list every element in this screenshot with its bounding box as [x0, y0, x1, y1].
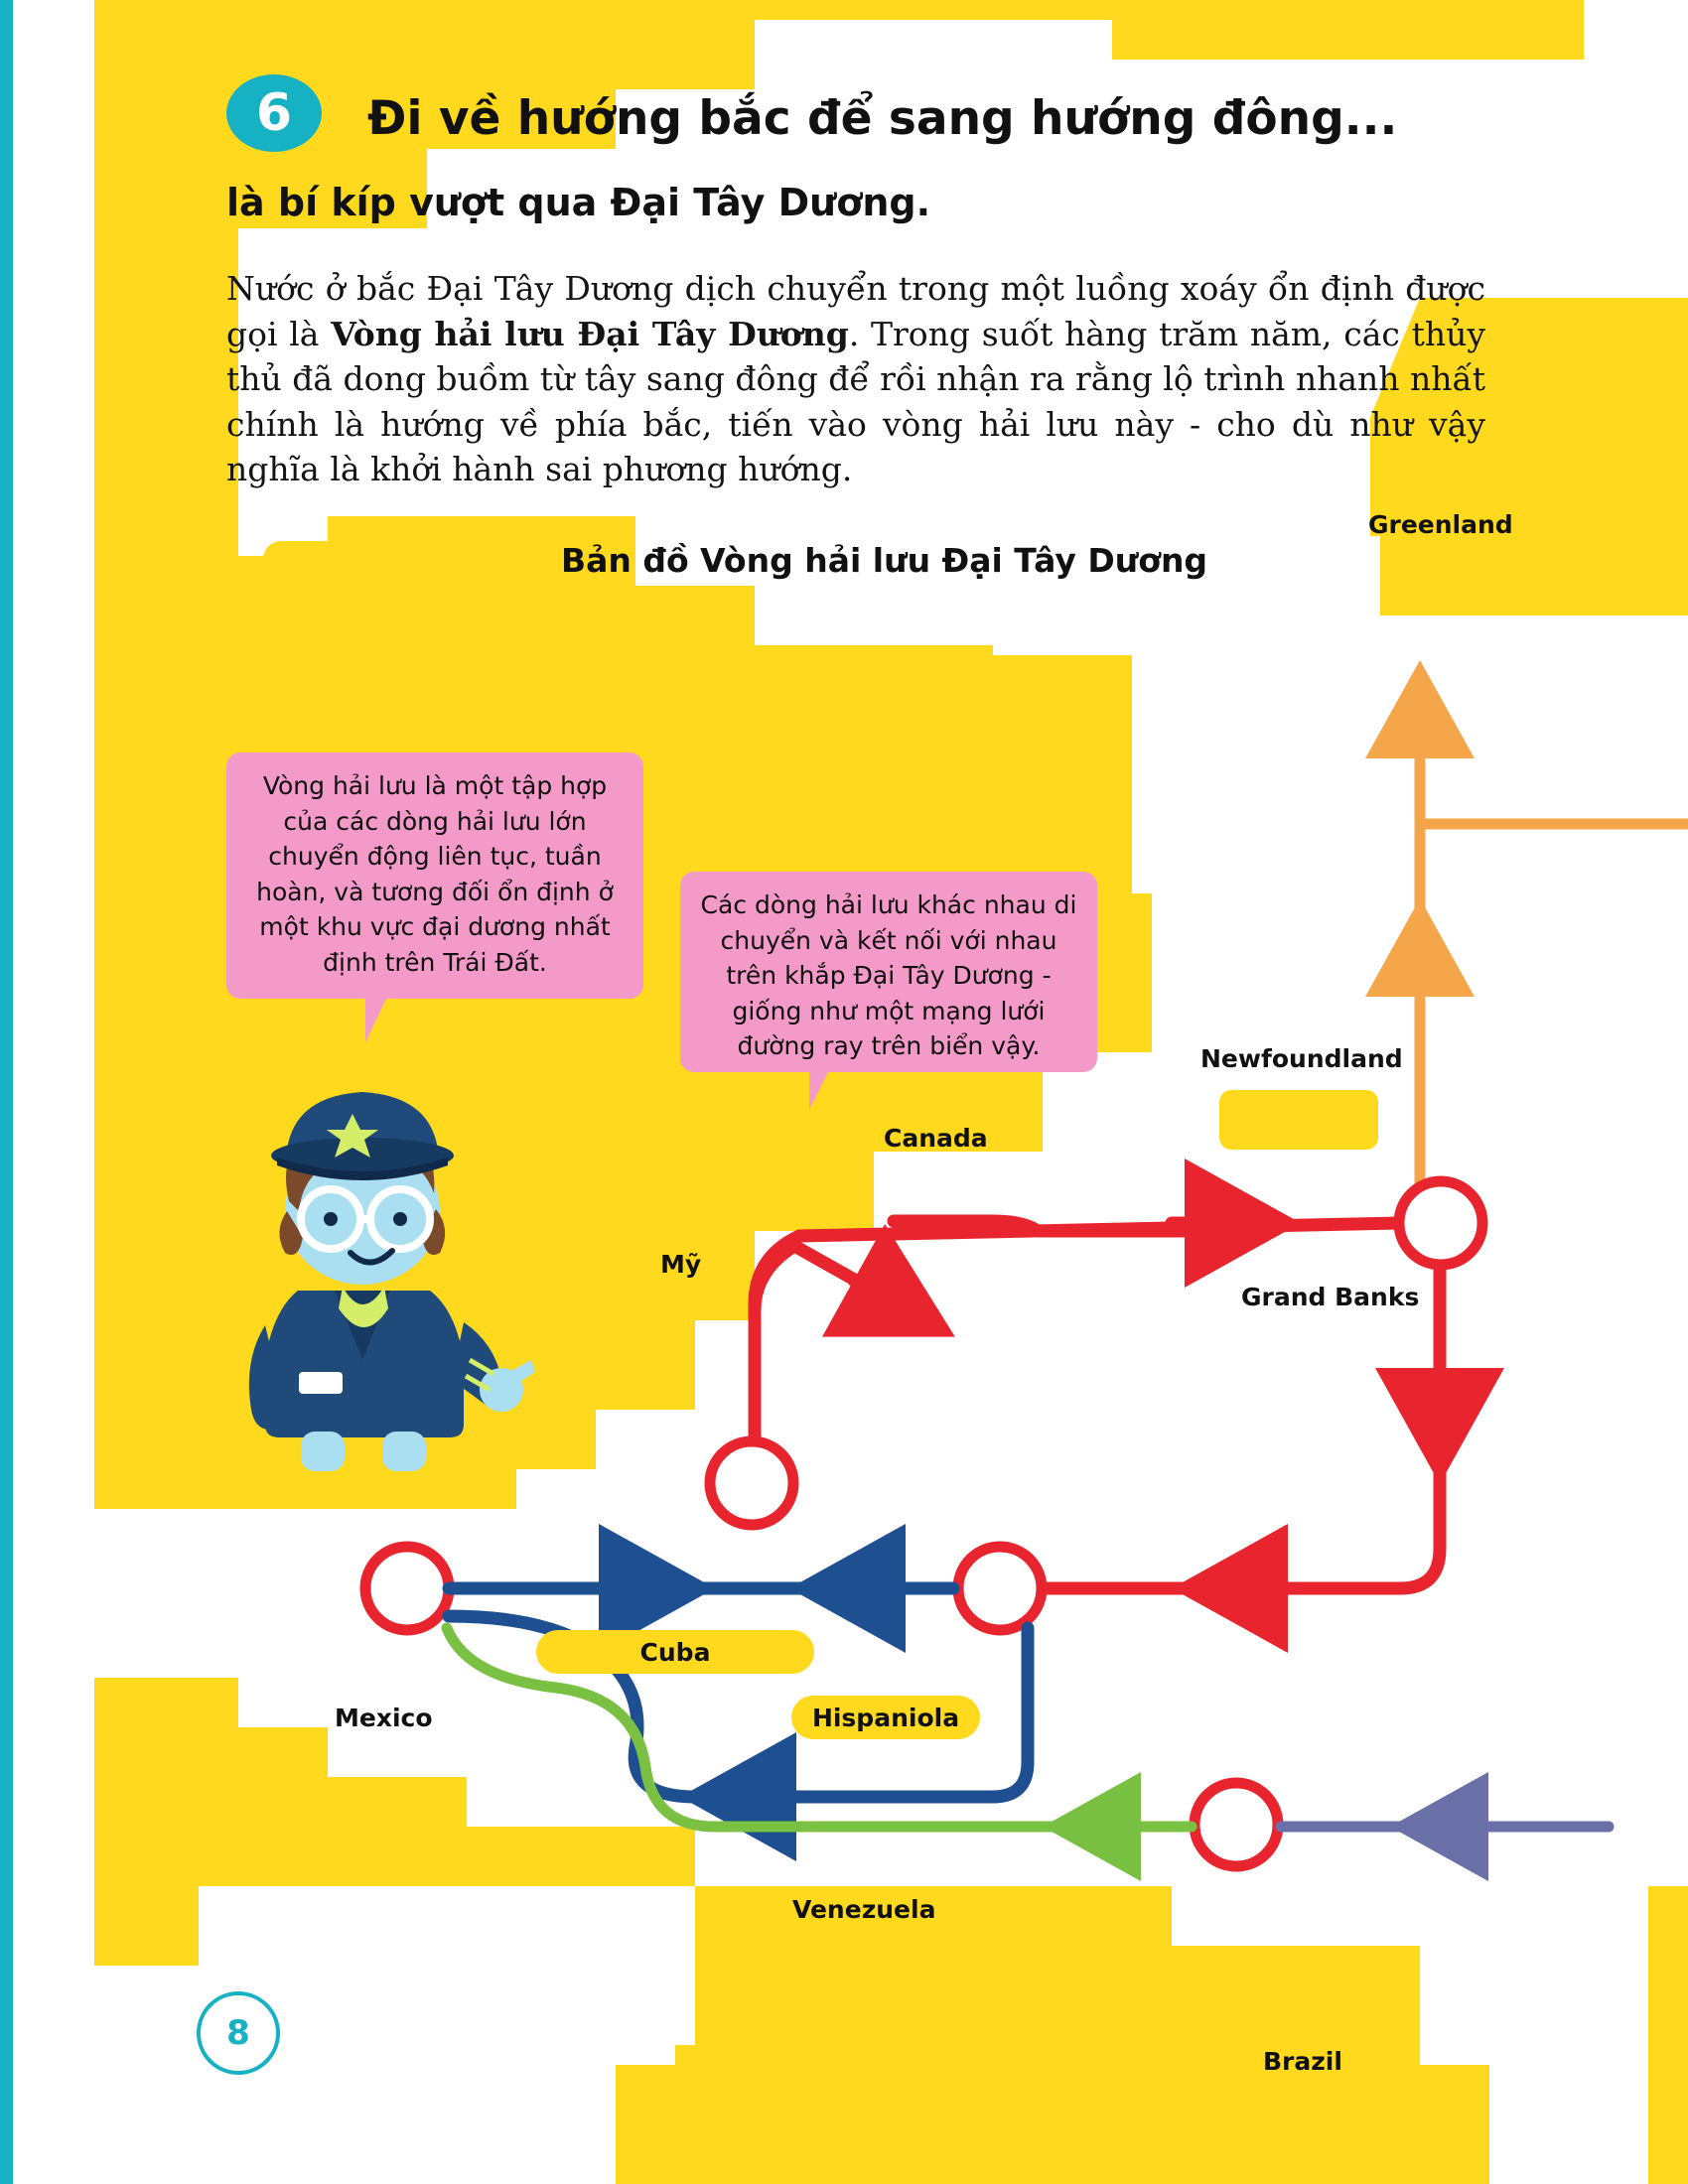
speech-bubble-1-tail — [365, 997, 409, 1042]
speech-bubble-2 — [680, 872, 1097, 1072]
speech-bubble-1-text: Vòng hải lưu là một tập hợp của các dòng hải lưu lớn chuyển động liên tục, tuần hoàn, và tương đối ổn định ở một khu vực đại dương nhất định trên Trái Đất. — [256, 771, 614, 977]
page-subtitle: là bí kíp vượt qua Đại Tây Dương. — [226, 181, 931, 224]
body-paragraph: Nước ở bắc Đại Tây Dương dịch chuyển trong một luồng xoáy ổn định được gọi là Vòng hải lưu Đại Tây Dương. Trong suốt hàng trăm năm, các thủy thủ đã dong buồm từ tây sang đông để rồi nhận ra rằng lộ trình nhanh nhất chính là hướng về phía bắc, tiến vào vòng hải lưu này - cho dù như vậy nghĩa là khởi hành sai phương hướng. — [226, 269, 1485, 489]
speech-bubble-2-text: Các dòng hải lưu khác nhau di chuyển và kết nối với nhau trên khắp Đại Tây Dương - giống như một mạng lưới đường ray trên biển vậy. — [700, 890, 1077, 1060]
captain-character-illustration — [204, 1062, 621, 1479]
speech-bubble-1 — [226, 752, 643, 999]
map-title: Bản đồ Vòng hải lưu Đại Tây Dương — [561, 541, 1208, 580]
map-label-my: Mỹ — [660, 1250, 702, 1279]
speech-bubble-2-tail — [809, 1070, 849, 1110]
page-number: 8 — [197, 1991, 280, 2075]
map-label-canada: Canada — [884, 1124, 988, 1153]
map-label-cuba: Cuba — [536, 1630, 814, 1674]
map-label-newfoundland: Newfoundland — [1200, 1044, 1403, 1073]
map-label-hispaniola: Hispaniola — [791, 1696, 980, 1739]
map-label-mexico: Mexico — [335, 1704, 433, 1732]
map-label-venezuela: Venezuela — [792, 1895, 936, 1924]
map-label-brazil: Brazil — [1263, 2047, 1342, 2076]
section-number-badge: 6 — [226, 74, 322, 152]
page-title: Đi về hướng bắc để sang hướng đông... — [367, 91, 1398, 146]
map-label-greenland: Greenland — [1368, 510, 1513, 539]
map-label-grand-banks: Grand Banks — [1241, 1283, 1420, 1311]
